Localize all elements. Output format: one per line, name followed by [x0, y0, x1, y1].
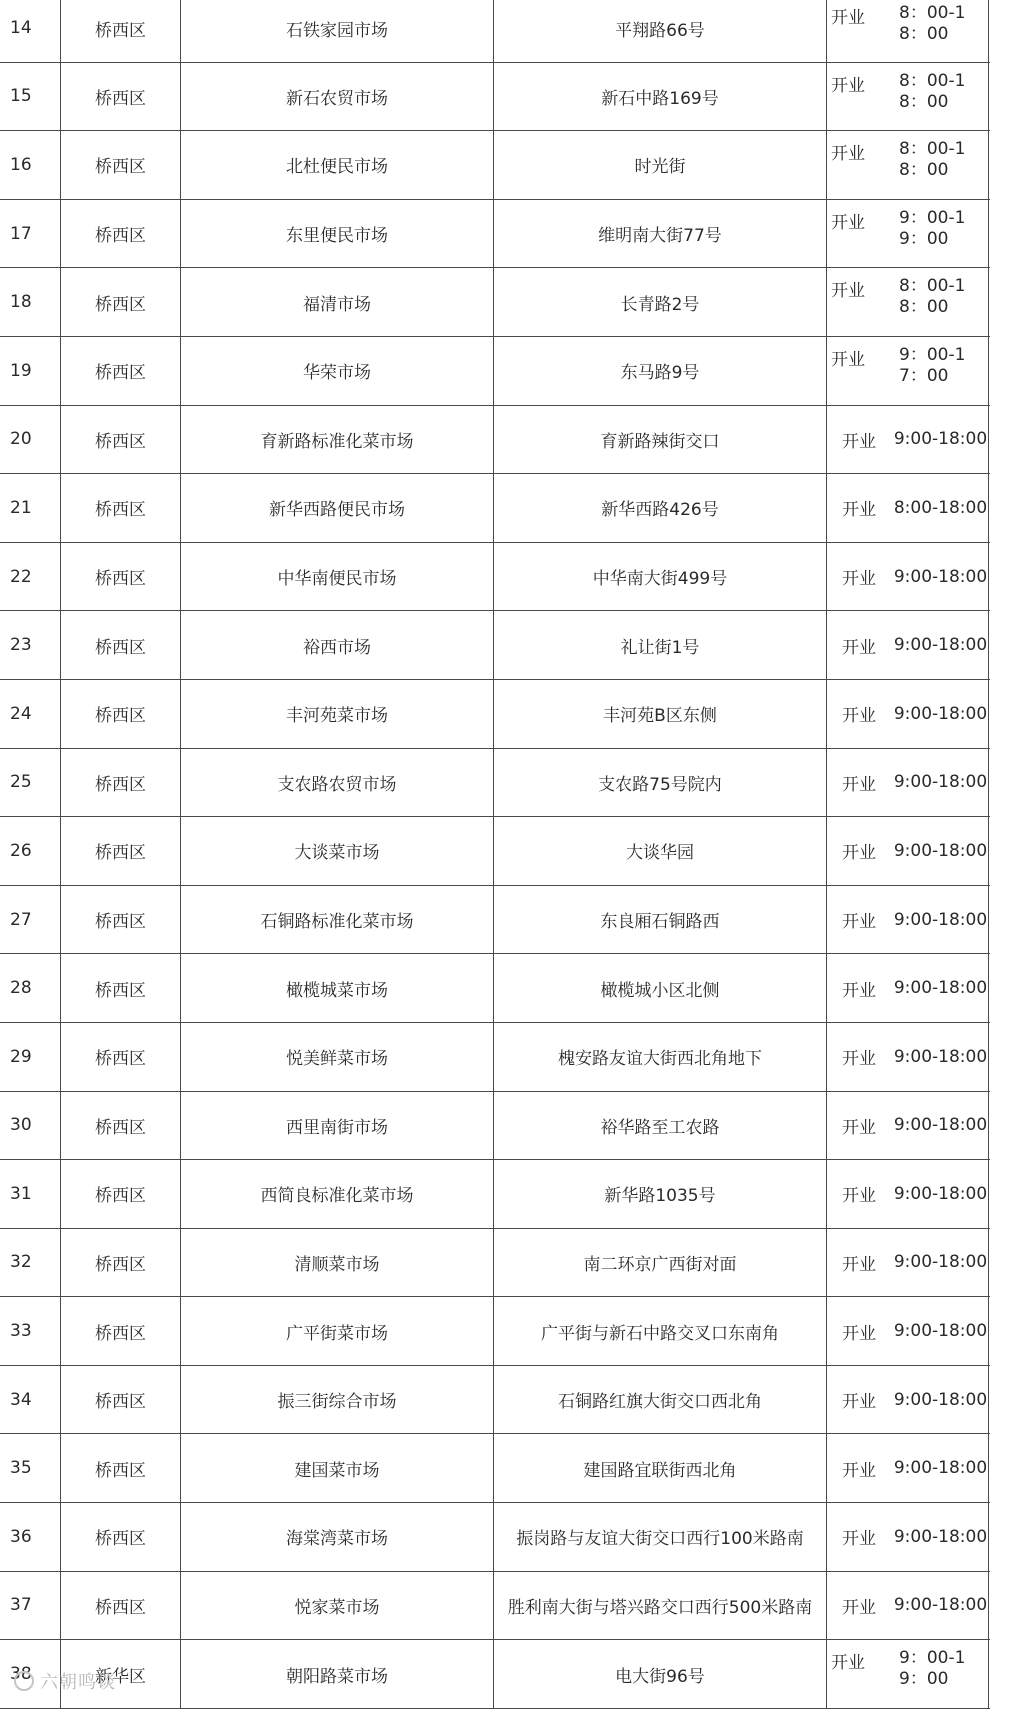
row-number: 16 — [10, 154, 32, 175]
market-name-cell: 裕西市场 — [180, 611, 493, 679]
row-number: 14 — [10, 18, 32, 39]
hours-cell: 9:00-18:00 — [893, 1046, 988, 1067]
address-cell: 长青路2号 — [493, 268, 826, 336]
row-number: 21 — [10, 497, 32, 518]
hours-cell: 9：00-19：00 — [899, 207, 966, 249]
hours-cell: 8：00-18：00 — [899, 3, 966, 44]
row-number: 24 — [10, 703, 32, 724]
table-row — [0, 474, 990, 543]
status-cell: 开业 — [826, 1572, 891, 1640]
table-row — [0, 1503, 990, 1572]
market-name-cell: 振三街综合市场 — [180, 1366, 493, 1434]
status-cell: 开业 — [826, 200, 891, 268]
hours-cell: 9:00-18:00 — [893, 909, 988, 930]
row-number: 17 — [10, 223, 32, 244]
district-cell: 桥西区 — [60, 268, 180, 336]
table-right-border — [988, 1023, 990, 1091]
address-cell: 广平街与新石中路交叉口东南角 — [493, 1297, 826, 1365]
table-right-border — [988, 817, 990, 885]
status-cell: 开业 — [826, 406, 891, 474]
table-row — [0, 1092, 990, 1161]
hours-cell: 9:00-18:00 — [893, 840, 988, 861]
market-name-cell: 西里南街市场 — [180, 1092, 493, 1160]
status-cell: 开业 — [826, 749, 891, 817]
table-right-border — [988, 474, 990, 542]
table-row — [0, 1160, 990, 1229]
table-row — [0, 1572, 990, 1641]
district-cell: 桥西区 — [60, 1434, 180, 1502]
district-cell: 桥西区 — [60, 749, 180, 817]
status-cell: 开业 — [826, 954, 891, 1022]
table-row — [0, 200, 990, 269]
address-cell: 东马路9号 — [493, 337, 826, 405]
market-name-cell: 中华南便民市场 — [180, 543, 493, 611]
hours-cell: 9:00-18:00 — [893, 1458, 988, 1479]
hours-cell: 9:00-18:00 — [893, 429, 988, 450]
hours-cell: 9:00-18:00 — [893, 978, 988, 999]
table-row — [0, 817, 990, 886]
address-cell: 石铜路红旗大街交口西北角 — [493, 1366, 826, 1434]
status-cell: 开业 — [826, 337, 891, 405]
hours-cell: 8：00-18：00 — [899, 70, 966, 112]
status-cell: 开业 — [826, 680, 891, 748]
table-row — [0, 1366, 990, 1435]
district-cell: 桥西区 — [60, 1503, 180, 1571]
market-name-cell: 大谈菜市场 — [180, 817, 493, 885]
status-cell: 开业 — [826, 1092, 891, 1160]
status-cell: 开业 — [826, 1229, 891, 1297]
status-cell: 开业 — [826, 1503, 891, 1571]
hours-cell: 8：00-18：00 — [899, 139, 966, 181]
market-name-cell: 支农路农贸市场 — [180, 749, 493, 817]
district-cell: 桥西区 — [60, 1297, 180, 1365]
market-name-cell: 新华西路便民市场 — [180, 474, 493, 542]
market-name-cell: 橄榄城菜市场 — [180, 954, 493, 1022]
district-cell: 桥西区 — [60, 63, 180, 131]
address-cell: 新华西路426号 — [493, 474, 826, 542]
hours-cell: 9:00-18:00 — [893, 566, 988, 587]
table-right-border — [988, 0, 990, 62]
market-name-cell: 福清市场 — [180, 268, 493, 336]
address-cell: 平翔路66号 — [493, 0, 826, 62]
status-cell: 开业 — [826, 543, 891, 611]
row-number: 18 — [10, 292, 32, 313]
row-number: 29 — [10, 1046, 32, 1067]
address-cell: 新华路1035号 — [493, 1160, 826, 1228]
row-number: 30 — [10, 1115, 32, 1136]
row-number: 15 — [10, 86, 32, 107]
status-cell: 开业 — [826, 886, 891, 954]
address-cell: 东良厢石铜路西 — [493, 886, 826, 954]
table-row — [0, 131, 990, 200]
district-cell: 桥西区 — [60, 1023, 180, 1091]
row-number: 31 — [10, 1183, 32, 1204]
hours-cell: 9:00-18:00 — [893, 1183, 988, 1204]
market-name-cell: 悦家菜市场 — [180, 1572, 493, 1640]
district-cell: 桥西区 — [60, 817, 180, 885]
status-cell: 开业 — [826, 1023, 891, 1091]
address-cell: 支农路75号院内 — [493, 749, 826, 817]
table-row — [0, 1023, 990, 1092]
status-cell: 开业 — [826, 1434, 891, 1502]
table-right-border — [988, 1092, 990, 1160]
table-row — [0, 886, 990, 955]
row-number: 27 — [10, 909, 32, 930]
hours-cell: 9:00-18:00 — [893, 772, 988, 793]
hours-cell: 9:00-18:00 — [893, 1115, 988, 1136]
market-name-cell: 清顺菜市场 — [180, 1229, 493, 1297]
status-cell: 开业 — [826, 0, 891, 62]
table-right-border — [988, 680, 990, 748]
market-name-cell: 广平街菜市场 — [180, 1297, 493, 1365]
hours-cell: 8:00-18:00 — [893, 497, 988, 518]
address-cell: 维明南大街77号 — [493, 200, 826, 268]
table-row — [0, 406, 990, 475]
table-right-border — [988, 1229, 990, 1297]
district-cell: 桥西区 — [60, 1572, 180, 1640]
status-cell: 开业 — [826, 63, 891, 131]
row-number: 28 — [10, 978, 32, 999]
table-row — [0, 543, 990, 612]
status-cell: 开业 — [826, 611, 891, 679]
table-right-border — [988, 406, 990, 474]
address-cell: 时光街 — [493, 131, 826, 199]
market-name-cell: 石铁家园市场 — [180, 0, 493, 62]
table-right-border — [988, 1572, 990, 1640]
table-row — [0, 611, 990, 680]
district-cell: 桥西区 — [60, 543, 180, 611]
market-name-cell: 育新路标准化菜市场 — [180, 406, 493, 474]
address-cell: 橄榄城小区北侧 — [493, 954, 826, 1022]
district-cell: 桥西区 — [60, 1092, 180, 1160]
market-name-cell: 新石农贸市场 — [180, 63, 493, 131]
market-name-cell: 石铜路标准化菜市场 — [180, 886, 493, 954]
row-number: 35 — [10, 1458, 32, 1479]
district-cell: 桥西区 — [60, 131, 180, 199]
table-row — [0, 1297, 990, 1366]
district-cell: 桥西区 — [60, 680, 180, 748]
status-cell: 开业 — [826, 1297, 891, 1365]
table-row — [0, 1229, 990, 1298]
row-number: 20 — [10, 429, 32, 450]
address-cell: 南二环京广西街对面 — [493, 1229, 826, 1297]
market-name-cell: 西简良标准化菜市场 — [180, 1160, 493, 1228]
status-cell: 开业 — [826, 1640, 891, 1708]
address-cell: 中华南大街499号 — [493, 543, 826, 611]
table-right-border — [988, 954, 990, 1022]
table-right-border — [988, 886, 990, 954]
table-row — [0, 680, 990, 749]
table-row — [0, 337, 990, 406]
address-cell: 丰河苑B区东侧 — [493, 680, 826, 748]
table-right-border — [988, 131, 990, 199]
table-row — [0, 1434, 990, 1503]
hours-cell: 9:00-18:00 — [893, 1389, 988, 1410]
market-name-cell: 华荣市场 — [180, 337, 493, 405]
table-right-border — [988, 1366, 990, 1434]
market-name-cell: 悦美鲜菜市场 — [180, 1023, 493, 1091]
table-row — [0, 0, 990, 63]
district-cell: 桥西区 — [60, 1229, 180, 1297]
row-number: 38 — [10, 1664, 32, 1685]
district-cell: 桥西区 — [60, 954, 180, 1022]
district-cell: 桥西区 — [60, 611, 180, 679]
district-cell: 桥西区 — [60, 886, 180, 954]
district-cell: 桥西区 — [60, 0, 180, 62]
status-cell: 开业 — [826, 1366, 891, 1434]
hours-cell: 9:00-18:00 — [893, 1321, 988, 1342]
hours-cell: 9：00-17：00 — [899, 344, 966, 386]
district-cell: 桥西区 — [60, 337, 180, 405]
table-right-border — [988, 543, 990, 611]
market-name-cell: 海棠湾菜市场 — [180, 1503, 493, 1571]
address-cell: 育新路辣街交口 — [493, 406, 826, 474]
address-cell: 新石中路169号 — [493, 63, 826, 131]
market-name-cell: 朝阳路菜市场 — [180, 1640, 493, 1708]
table-row — [0, 63, 990, 132]
hours-cell: 9:00-18:00 — [893, 703, 988, 724]
address-cell: 裕华路至工农路 — [493, 1092, 826, 1160]
table-row — [0, 749, 990, 818]
hours-cell: 9:00-18:00 — [893, 1526, 988, 1547]
market-name-cell: 丰河苑菜市场 — [180, 680, 493, 748]
watermark — [14, 1668, 116, 1694]
address-cell: 大谈华园 — [493, 817, 826, 885]
market-name-cell: 建国菜市场 — [180, 1434, 493, 1502]
district-cell: 新华区 — [60, 1640, 180, 1708]
market-name-cell: 东里便民市场 — [180, 200, 493, 268]
table-right-border — [988, 1503, 990, 1571]
table-right-border — [988, 337, 990, 405]
row-number: 26 — [10, 840, 32, 861]
table-right-border — [988, 200, 990, 268]
district-cell: 桥西区 — [60, 1160, 180, 1228]
table-right-border — [988, 749, 990, 817]
table-right-border — [988, 268, 990, 336]
status-cell: 开业 — [826, 1160, 891, 1228]
table-row — [0, 954, 990, 1023]
address-cell: 槐安路友谊大街西北角地下 — [493, 1023, 826, 1091]
table-right-border — [988, 1160, 990, 1228]
address-cell: 电大街96号 — [493, 1640, 826, 1708]
hours-cell: 8：00-18：00 — [899, 276, 966, 318]
address-cell: 建国路宜联街西北角 — [493, 1434, 826, 1502]
row-number: 36 — [10, 1526, 32, 1547]
hours-cell: 9:00-18:00 — [893, 1595, 988, 1616]
row-number: 23 — [10, 635, 32, 656]
market-name-cell: 北杜便民市场 — [180, 131, 493, 199]
table-right-border — [988, 1640, 990, 1708]
status-cell: 开业 — [826, 268, 891, 336]
table-row — [0, 1640, 990, 1709]
row-number: 22 — [10, 566, 32, 587]
hours-cell: 9:00-18:00 — [893, 1252, 988, 1273]
hours-cell: 9:00-18:00 — [893, 635, 988, 656]
row-number: 25 — [10, 772, 32, 793]
address-cell: 礼让街1号 — [493, 611, 826, 679]
table-right-border — [988, 1434, 990, 1502]
row-number: 19 — [10, 360, 32, 381]
table-right-border — [988, 611, 990, 679]
row-number: 33 — [10, 1321, 32, 1342]
row-number: 32 — [10, 1252, 32, 1273]
table-right-border — [988, 63, 990, 131]
status-cell: 开业 — [826, 474, 891, 542]
status-cell: 开业 — [826, 131, 891, 199]
address-cell: 振岗路与友谊大街交口西行100米路南 — [493, 1503, 826, 1571]
table-row — [0, 268, 990, 337]
watermark-text: 六朝鸣谈 — [40, 1672, 116, 1693]
district-cell: 桥西区 — [60, 474, 180, 542]
district-cell: 桥西区 — [60, 1366, 180, 1434]
row-number: 34 — [10, 1389, 32, 1410]
district-cell: 桥西区 — [60, 200, 180, 268]
status-cell: 开业 — [826, 817, 891, 885]
district-cell: 桥西区 — [60, 406, 180, 474]
address-cell: 胜利南大街与塔兴路交口西行500米路南 — [493, 1572, 826, 1640]
hours-cell: 9：00-19：00 — [899, 1648, 966, 1690]
table-right-border — [988, 1297, 990, 1365]
row-number: 37 — [10, 1595, 32, 1616]
weibo-logo-icon — [14, 1671, 34, 1691]
